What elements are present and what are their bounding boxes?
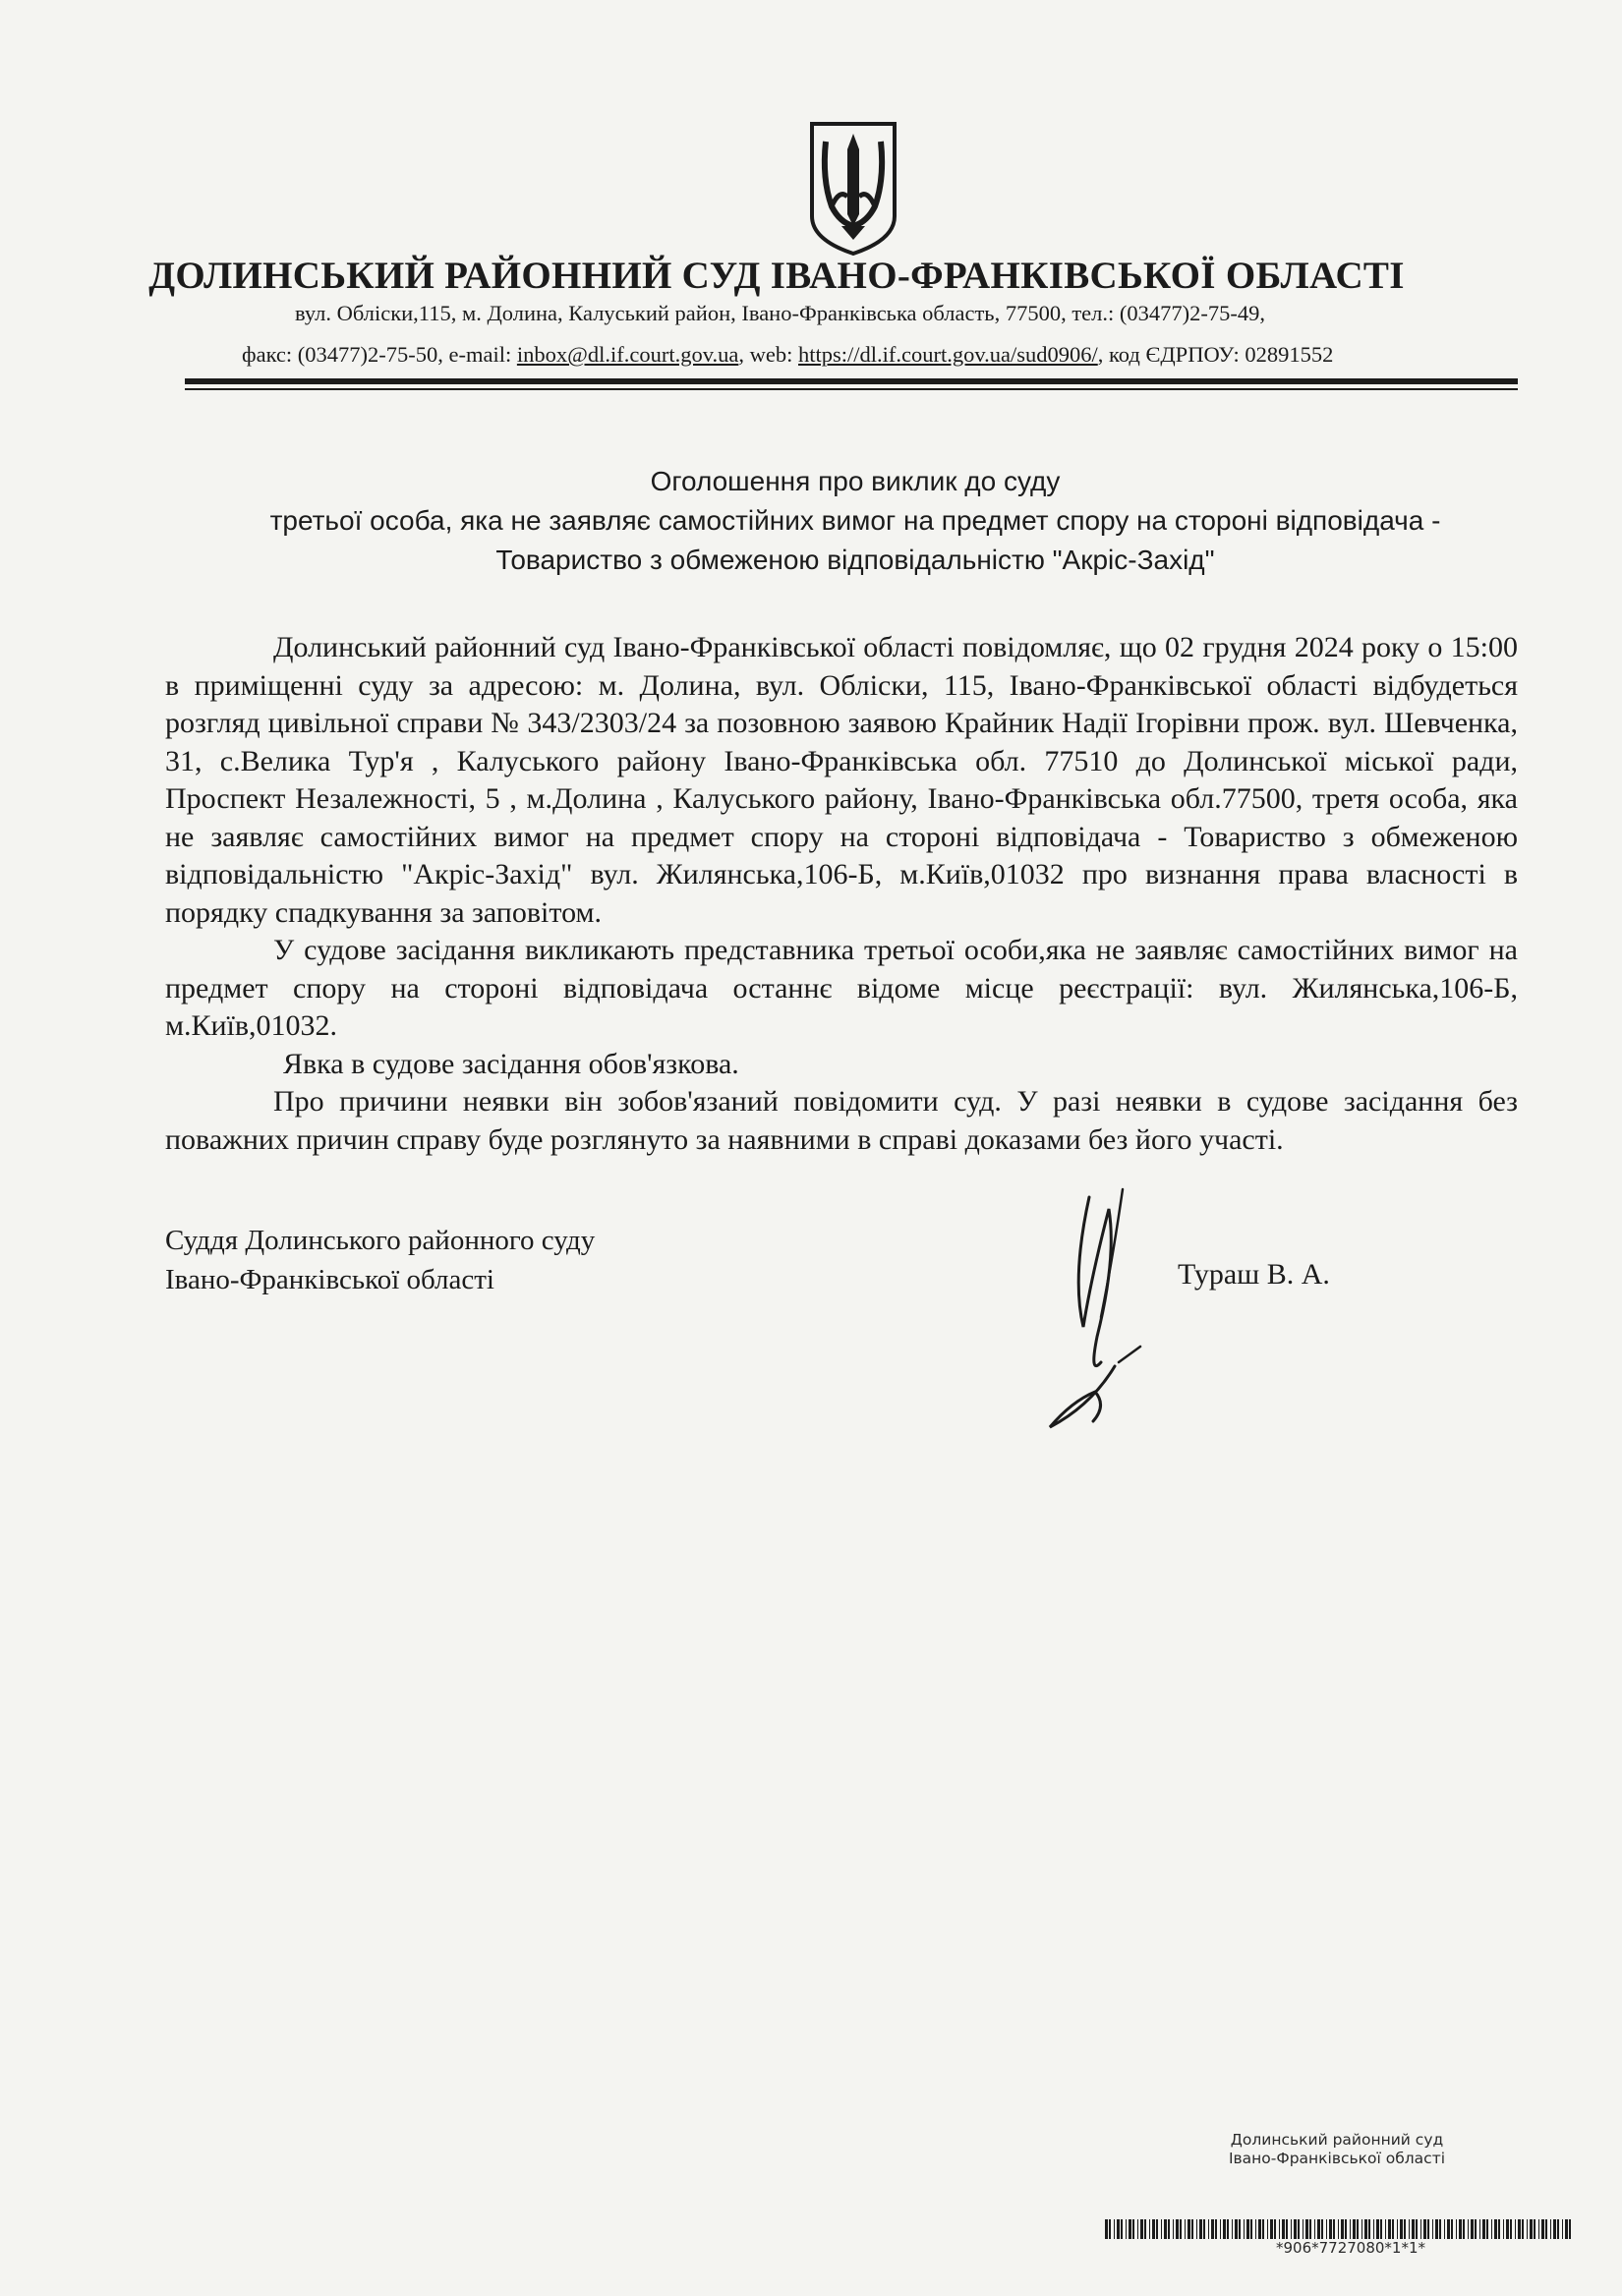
barcode-bar	[1314, 2219, 1315, 2239]
barcode	[1105, 2219, 1577, 2239]
barcode-bar	[1368, 2219, 1370, 2239]
barcode-bar	[1117, 2219, 1120, 2239]
barcode-bar	[1400, 2219, 1403, 2239]
barcode-bar	[1286, 2219, 1288, 2239]
court-title: ДОЛИНСЬКИЙ РАЙОННИЙ СУД ІВАНО-ФРАНКІВСЬКОЇ ОБЛАСТІ	[148, 255, 1405, 297]
barcode-bar	[1126, 2219, 1127, 2239]
barcode-bar	[1565, 2219, 1568, 2239]
body-paragraph-hearing: Долинський районний суд Івано-Франківської області повідомляє, що 02 грудня 2024 року о 15:00 в приміщенні суду за адресою: м. Долина, вул. Обліски, 115, Івано-Франківської області відбудеться розгляд цивільної справи № 343/2303/24 за позовною заявою Крайник Надії Ігорівни прож. вул. Шевченка, 31, с.Велика Тур'я , Калуського району Івано-Франківська обл. 77510 до Долинської міської ради, Проспект Незалежності, 5 , м.Долина , Калуського району, Івано-Франківська обл.77500, третя особа, яка не заявляє самостійних вимог на предмет спору на стороні відповідача - Товариство з обмеженою відповідальністю "Акріс-Захід" вул. Жилянська,106-Б, м.Київ,01032 про визнання права власності в порядку спадкування за заповітом.	[165, 631, 1518, 929]
barcode-bar	[1388, 2219, 1391, 2239]
barcode-bar	[1149, 2219, 1150, 2239]
barcode-bar	[1129, 2219, 1131, 2239]
barcode-bar	[1258, 2219, 1261, 2239]
barcode-bar	[1140, 2219, 1143, 2239]
barcode-bar	[1361, 2219, 1362, 2239]
barcode-bar	[1294, 2219, 1297, 2239]
barcode-bar	[1427, 2219, 1429, 2239]
barcode-bar	[1137, 2219, 1138, 2239]
barcode-bar	[1506, 2219, 1509, 2239]
barcode-bar	[1156, 2219, 1158, 2239]
barcode-bar	[1282, 2219, 1285, 2239]
barcode-bar	[1291, 2219, 1292, 2239]
barcode-bar	[1518, 2219, 1521, 2239]
barcode-bar	[1435, 2219, 1438, 2239]
email-link[interactable]: inbox@dl.if.court.gov.ua	[516, 342, 739, 367]
barcode-bar	[1527, 2219, 1528, 2239]
barcode-bar	[1152, 2219, 1155, 2239]
barcode-bar	[1176, 2219, 1179, 2239]
barcode-bar	[1357, 2219, 1359, 2239]
barcode-bar	[1132, 2219, 1134, 2239]
barcode-bar	[1196, 2219, 1197, 2239]
barcode-bar	[1456, 2219, 1457, 2239]
barcode-bar	[1468, 2219, 1469, 2239]
barcode-bar	[1211, 2219, 1214, 2239]
barcode-bar	[1530, 2219, 1533, 2239]
website-link[interactable]: https://dl.if.court.gov.ua/sud0906/	[797, 342, 1098, 367]
court-contacts	[242, 342, 1480, 368]
barcode-bar	[1114, 2219, 1115, 2239]
barcode-bar	[1397, 2219, 1398, 2239]
barcode-bar	[1432, 2219, 1433, 2239]
barcode-bar	[1376, 2219, 1379, 2239]
header-divider-thick	[185, 378, 1518, 384]
barcode-bar	[1333, 2219, 1335, 2239]
barcode-bar	[1494, 2219, 1497, 2239]
barcode-bar	[1550, 2219, 1551, 2239]
heading-line-3: Товариство з обмеженою відповідальністю "Акріс-Захід"	[495, 545, 1215, 575]
barcode-bar	[1353, 2219, 1356, 2239]
trident-emblem-icon	[806, 120, 900, 258]
barcode-bar	[1220, 2219, 1221, 2239]
barcode-bar	[1185, 2219, 1186, 2239]
barcode-bar	[1338, 2219, 1339, 2239]
barcode-bar	[1317, 2219, 1320, 2239]
barcode-bar	[1341, 2219, 1344, 2239]
handwritten-signature	[1032, 1170, 1180, 1445]
barcode-bar	[1392, 2219, 1394, 2239]
barcode-bar	[1503, 2219, 1504, 2239]
barcode-bar	[1412, 2219, 1415, 2239]
barcode-bar	[1121, 2219, 1123, 2239]
edrpou-code: , код ЄДРПОУ: 02891552	[1097, 342, 1334, 367]
barcode-bar	[1232, 2219, 1233, 2239]
barcode-bar	[1423, 2219, 1426, 2239]
announcement-heading	[177, 462, 1534, 580]
barcode-bar	[1463, 2219, 1465, 2239]
barcode-bar	[1486, 2219, 1488, 2239]
fax-label: факс: (03477)2-75-50, e-mail:	[242, 342, 517, 367]
barcode-bar	[1188, 2219, 1190, 2239]
barcode-bar	[1235, 2219, 1238, 2239]
barcode-bar	[1510, 2219, 1512, 2239]
barcode-bar	[1538, 2219, 1539, 2239]
barcode-bar	[1173, 2219, 1174, 2239]
barcode-bar	[1545, 2219, 1547, 2239]
barcode-bar	[1227, 2219, 1229, 2239]
barcode-bar	[1180, 2219, 1182, 2239]
barcode-bar	[1409, 2219, 1410, 2239]
barcode-bar	[1270, 2219, 1273, 2239]
barcode-bar	[1447, 2219, 1450, 2239]
barcode-bar	[1380, 2219, 1382, 2239]
barcode-bar	[1515, 2219, 1516, 2239]
barcode-bar	[1459, 2219, 1462, 2239]
barcode-bar	[1191, 2219, 1193, 2239]
barcode-bar	[1203, 2219, 1205, 2239]
barcode-bar	[1144, 2219, 1146, 2239]
body-paragraph-attendance: Явка в судове засідання обов'язкова.	[283, 1047, 739, 1080]
barcode-bar	[1385, 2219, 1386, 2239]
barcode-bar	[1562, 2219, 1563, 2239]
barcode-bar	[1105, 2219, 1108, 2239]
judge-title-line-2: Івано-Франківської області	[165, 1264, 494, 1295]
barcode-bar	[1267, 2219, 1268, 2239]
barcode-bar	[1416, 2219, 1418, 2239]
barcode-bar	[1373, 2219, 1374, 2239]
barcode-bar	[1244, 2219, 1245, 2239]
barcode-bar	[1444, 2219, 1445, 2239]
barcode-bar	[1420, 2219, 1421, 2239]
judge-title	[165, 1221, 595, 1299]
barcode-bar	[1557, 2219, 1559, 2239]
barcode-bar	[1541, 2219, 1544, 2239]
announcement-body	[165, 629, 1518, 1159]
header-divider-thin	[185, 388, 1518, 390]
barcode-bar	[1274, 2219, 1276, 2239]
barcode-bar	[1208, 2219, 1209, 2239]
judge-name: Тураш В. А.	[1178, 1258, 1330, 1291]
barcode-bar	[1109, 2219, 1111, 2239]
barcode-bar	[1404, 2219, 1406, 2239]
barcode-bar	[1534, 2219, 1535, 2239]
court-stamp	[1219, 2131, 1455, 2168]
barcode-bar	[1215, 2219, 1217, 2239]
judge-title-line-1: Суддя Долинського районного суду	[165, 1225, 596, 1256]
barcode-bar	[1364, 2219, 1367, 2239]
barcode-number: *906*7727080*1*1*	[1275, 2239, 1426, 2257]
barcode-bar	[1321, 2219, 1323, 2239]
barcode-bar	[1246, 2219, 1249, 2239]
barcode-bar	[1498, 2219, 1500, 2239]
stamp-line-2: Івано-Франківської області	[1228, 2150, 1446, 2167]
barcode-bar	[1522, 2219, 1524, 2239]
barcode-bar	[1553, 2219, 1556, 2239]
heading-line-1: Оголошення про виклик до суду	[650, 466, 1061, 496]
barcode-bar	[1482, 2219, 1485, 2239]
stamp-line-1: Долинський районний суд	[1230, 2131, 1444, 2149]
barcode-bar	[1350, 2219, 1351, 2239]
barcode-bar	[1439, 2219, 1441, 2239]
body-paragraph-summons: У судове засідання викликають представника третьої особи,яка не заявляє самостійних вимог на предмет спору на стороні відповідача останнє відоме місце реєстрації: вул. Жилянська,106-Б, м.Київ,01032.	[165, 934, 1518, 1042]
web-label: , web:	[738, 342, 798, 367]
barcode-bar	[1161, 2219, 1162, 2239]
barcode-bar	[1479, 2219, 1480, 2239]
barcode-bar	[1471, 2219, 1474, 2239]
barcode-bar	[1239, 2219, 1241, 2239]
barcode-bar	[1569, 2219, 1571, 2239]
barcode-bar	[1451, 2219, 1453, 2239]
barcode-bar	[1199, 2219, 1202, 2239]
barcode-bar	[1475, 2219, 1477, 2239]
barcode-bar	[1279, 2219, 1280, 2239]
barcode-bar	[1305, 2219, 1308, 2239]
heading-line-2: третьої особа, яка не заявляє самостійних вимог на предмет спору на стороні відповідача -	[269, 505, 1441, 536]
barcode-bar	[1255, 2219, 1256, 2239]
barcode-bar	[1329, 2219, 1332, 2239]
barcode-bar	[1309, 2219, 1311, 2239]
barcode-bar	[1298, 2219, 1300, 2239]
barcode-bar	[1250, 2219, 1252, 2239]
barcode-bar	[1345, 2219, 1347, 2239]
barcode-bar	[1326, 2219, 1327, 2239]
barcode-bar	[1168, 2219, 1170, 2239]
barcode-bar	[1223, 2219, 1226, 2239]
barcode-bar	[1164, 2219, 1167, 2239]
body-paragraph-absence: Про причини неявки він зобов'язаний повідомити суд. У разі неявки в судове засідання без поважних причин справу буде розглянуто за наявними в справі доказами без його участі.	[165, 1085, 1518, 1156]
court-address: вул. Обліски,115, м. Долина, Калуський район, Івано-Франківська область, 77500, тел.: (03477)2-75-49,	[295, 301, 1265, 325]
barcode-bar	[1262, 2219, 1264, 2239]
barcode-bar	[1491, 2219, 1492, 2239]
